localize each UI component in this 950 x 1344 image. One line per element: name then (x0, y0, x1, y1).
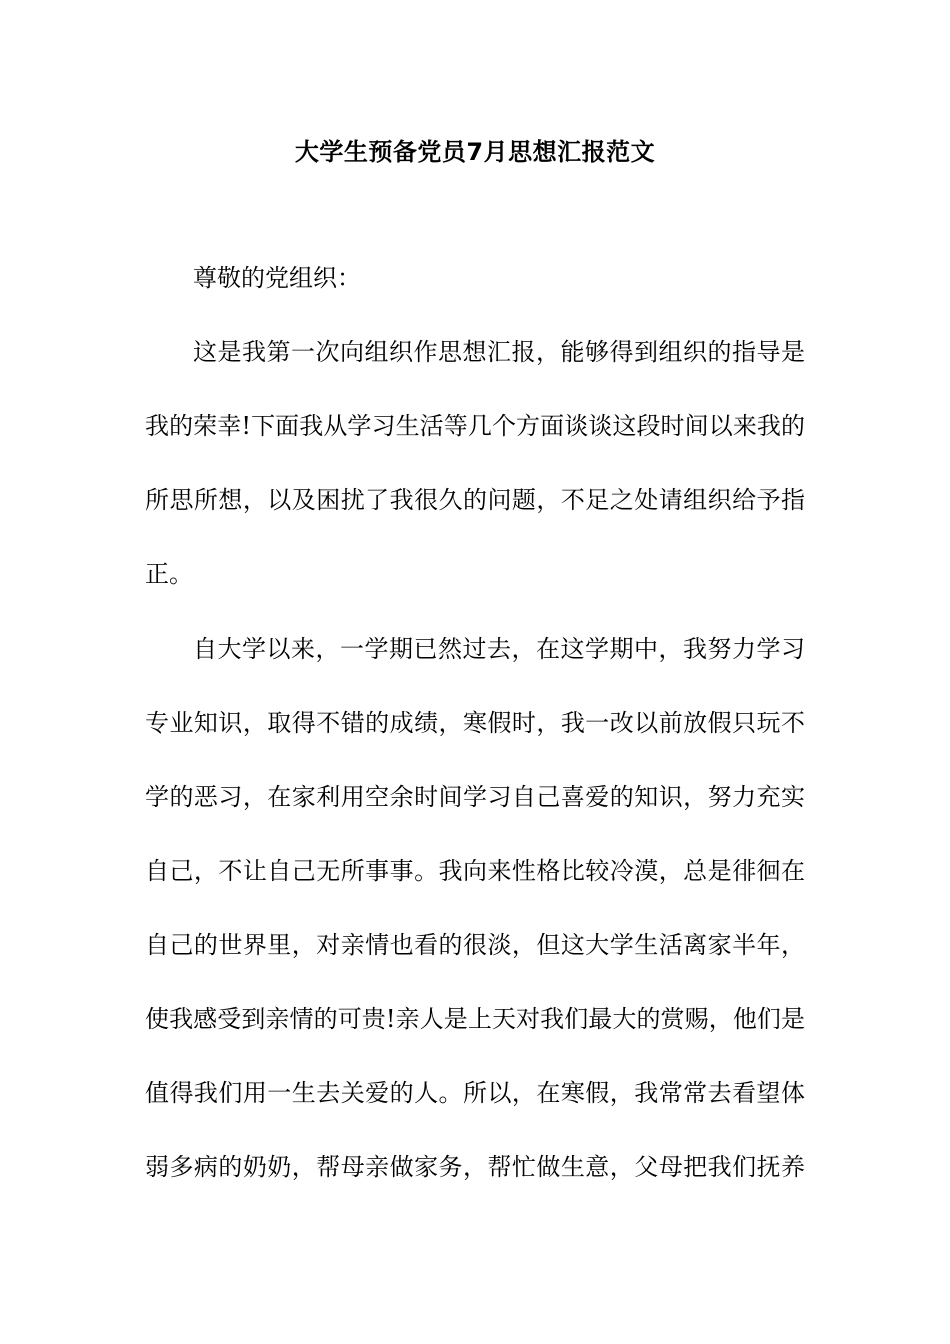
paragraph-2-line-1: 自大学以来，一学期已然过去，在这学期中，我努力学习 (193, 635, 805, 663)
paragraph-2-line-8: 弱多病的奶奶，帮母亲做家务，帮忙做生意，父母把我们抚养 (145, 1153, 805, 1181)
salutation: 尊敬的党组织： (193, 264, 361, 292)
paragraph-2-line-3: 学的恶习，在家利用空余时间学习自己喜爱的知识，努力充实 (145, 783, 805, 811)
paragraph-1-line-4: 正。 (145, 560, 193, 588)
paragraph-2-line-2: 专业知识，取得不错的成绩，寒假时，我一改以前放假只玩不 (145, 709, 805, 737)
paragraph-2-line-7: 值得我们用一生去关爱的人。所以，在寒假，我常常去看望体 (145, 1079, 805, 1107)
paragraph-2-line-4: 自己，不让自己无所事事。我向来性格比较冷漠，总是徘徊在 (145, 857, 805, 885)
paragraph-1-line-1: 这是我第一次向组织作思想汇报，能够得到组织的指导是 (193, 338, 805, 366)
paragraph-1-line-2: 我的荣幸!下面我从学习生活等几个方面谈谈这段时间以来我的 (145, 412, 805, 440)
paragraph-1-line-3: 所思所想，以及困扰了我很久的问题，不足之处请组织给予指 (145, 486, 805, 514)
paragraph-2-line-6: 使我感受到亲情的可贵!亲人是上天对我们最大的赏赐，他们是 (145, 1005, 805, 1033)
document-title: 大学生预备党员7月思想汇报范文 (294, 138, 656, 166)
paragraph-2-line-5: 自己的世界里，对亲情也看的很淡，但这大学生活离家半年， (145, 931, 805, 959)
